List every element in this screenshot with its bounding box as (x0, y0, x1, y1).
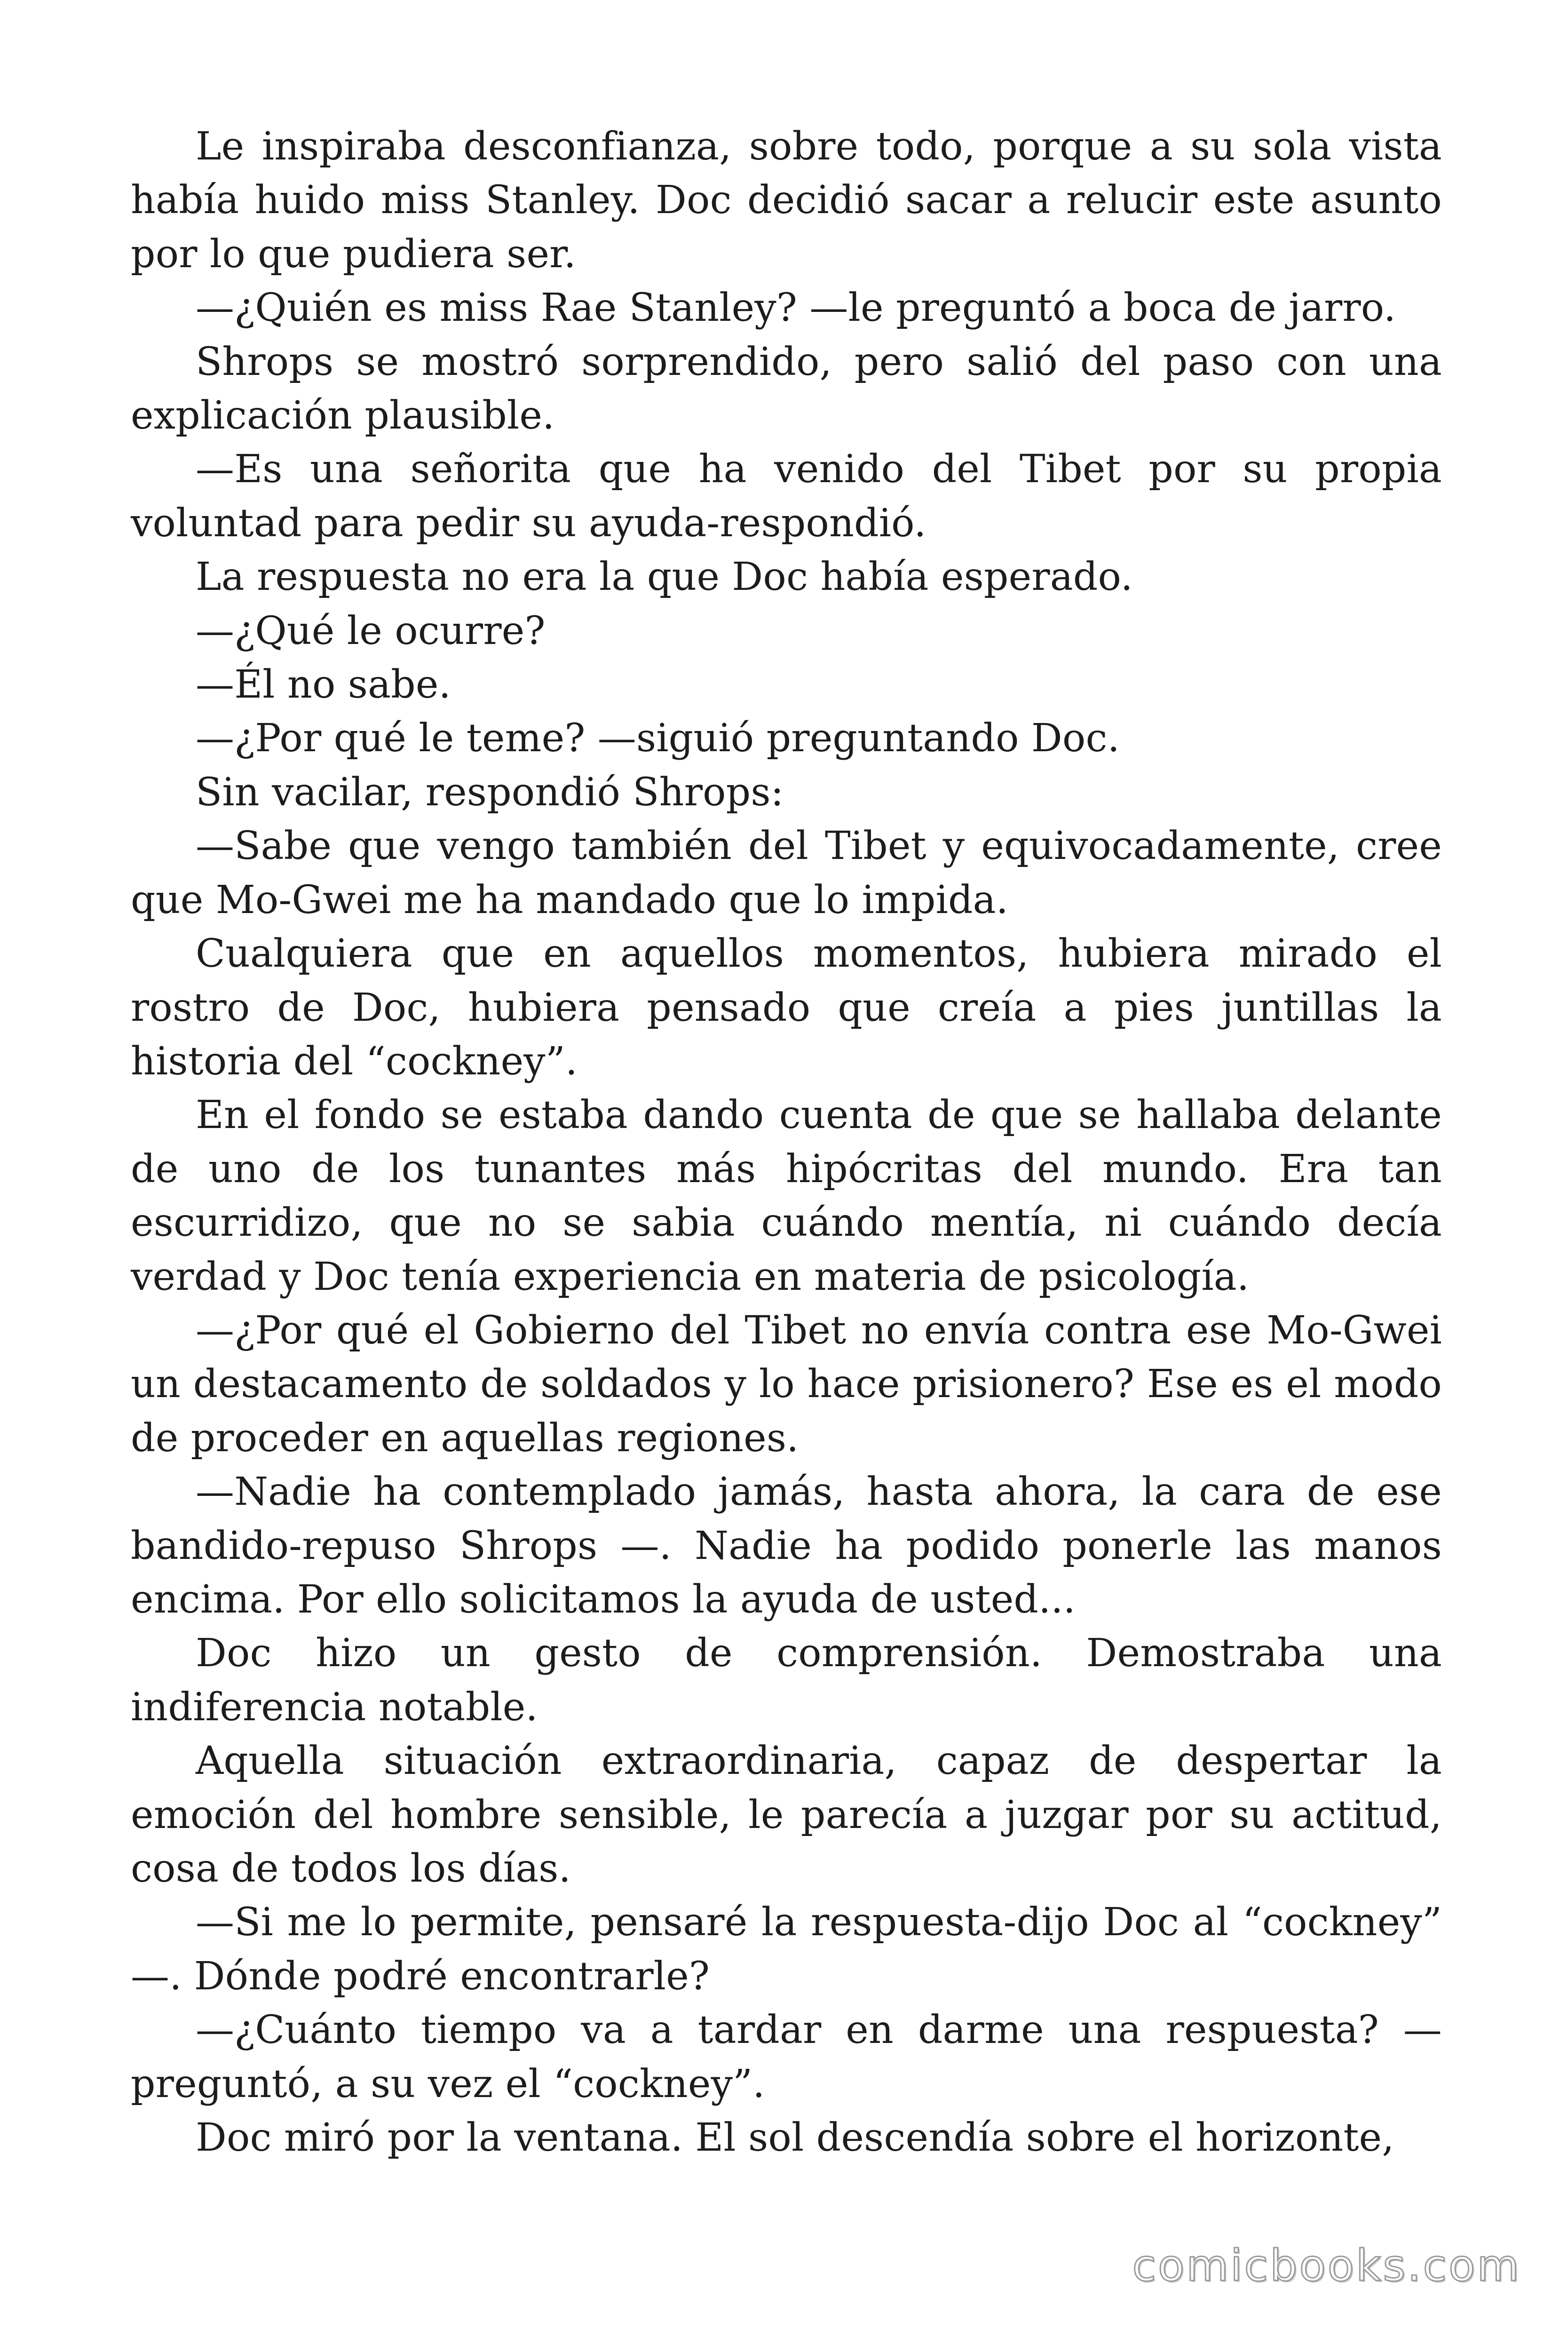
paragraph-2: —¿Quién es miss Rae Stanley? —le preguntó a boca de jarro. (196, 286, 1396, 331)
paragraph-10: —Sabe que vengo también del Tibet y equivocadamente, cree que Mo-Gwei me ha mandado que lo impida. (131, 824, 1442, 922)
paragraph-15: Doc hizo un gesto de comprensión. Demostraba una indiferencia notable. (131, 1631, 1442, 1730)
paragraph-4: —Es una señorita que ha venido del Tibet por su propia voluntad para pedir su ayuda-respondió. (131, 447, 1442, 546)
paragraph-8: —¿Por qué le teme? —siguió preguntando Doc. (196, 716, 1120, 761)
paragraph-3: Shrops se mostró sorprendido, pero salió del paso con una explicación plausible. (131, 339, 1442, 438)
paragraph-6: —¿Qué le ocurre? (196, 608, 546, 653)
paragraph-9: Sin vacilar, respondió Shrops: (196, 770, 784, 815)
paragraph-19: Doc miró por la ventana. El sol descendía sobre el horizonte, (196, 2115, 1394, 2161)
paragraph-16: Aquella situación extraordinaria, capaz de despertar la emoción del hombre sensible, le parecía a juzgar por su actitud, cosa de todos los días. (131, 1739, 1442, 1891)
paragraph-1: Le inspiraba desconfianza, sobre todo, porque a su sola vista había huido miss Stanley. Doc decidió sacar a relucir este asunto por lo que pudiera ser. (131, 124, 1442, 277)
paragraph-17: —Si me lo permite, pensaré la respuesta-dijo Doc al “cockney” —. Dónde podré encontrarle? (131, 1900, 1442, 1999)
paragraph-14: —Nadie ha contemplado jamás, hasta ahora, la cara de ese bandido-repuso Shrops —. Nadie ha podido ponerle las manos encima. Por ello solicitamos la ayuda de usted... (131, 1470, 1442, 1622)
paragraph-11: Cualquiera que en aquellos momentos, hubiera mirado el rostro de Doc, hubiera pensado que creía a pies juntillas la historia del “cockney”. (131, 931, 1442, 1084)
body-text (131, 120, 1442, 2165)
paragraph-18: —¿Cuánto tiempo va a tardar en darme una respuesta? —preguntó, a su vez el “cockney”. (131, 2008, 1442, 2106)
paragraph-13: —¿Por qué el Gobierno del Tibet no envía contra ese Mo-Gwei un destacamento de soldados y lo hace prisionero? Ese es el modo de proceder en aquellas regiones. (131, 1308, 1442, 1461)
paragraph-12: En el fondo se estaba dando cuenta de que se hallaba delante de uno de los tunantes más hipócritas del mundo. Era tan escurridizo, que no se sabia cuándo mentía, ni cuándo decía verdad y Doc tenía experiencia en materia de psicología. (131, 1093, 1442, 1299)
paragraph-5: La respuesta no era la que Doc había esperado. (196, 555, 1133, 600)
paragraph-7: —Él no sabe. (196, 662, 451, 707)
watermark: comicbooks.com (1132, 2241, 1521, 2291)
